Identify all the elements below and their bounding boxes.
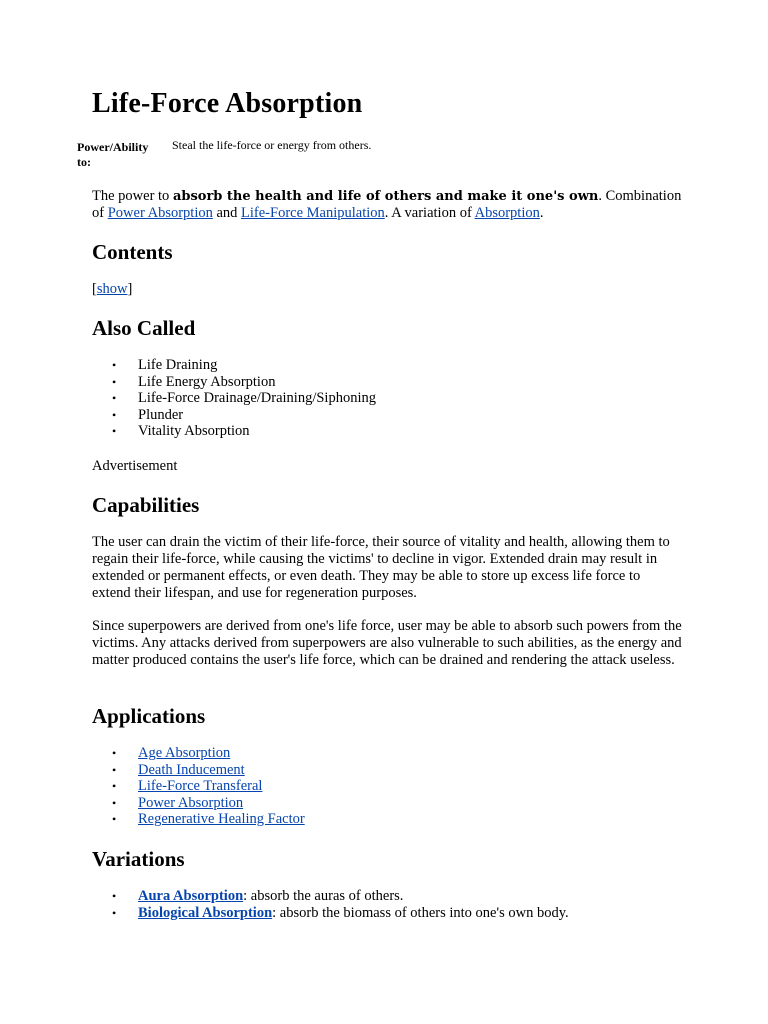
- advertisement-label: Advertisement: [92, 458, 178, 474]
- intro-and: and: [212, 205, 242, 221]
- variations-list: [92, 888, 692, 921]
- capabilities-paragraph-2: Since superpowers are derived from one's life force, user may be able to absorb such powers from the victims. Any attacks derived from superpowers are also vulnerable to such abilities, as the energy and matter produced contains the user's life force, which can be drained and rendering the attack useless.: [92, 618, 682, 668]
- list-item: [92, 795, 692, 812]
- show-contents-link[interactable]: show: [96, 281, 128, 297]
- contents-heading: Contents: [92, 240, 173, 264]
- intro-middle: . Combination of: [92, 188, 682, 221]
- absorption-link[interactable]: Absorption: [474, 205, 540, 221]
- infobox-value: Steal the life-force or energy from others.: [172, 138, 372, 152]
- capabilities-heading: Capabilities: [92, 493, 200, 517]
- power-absorption-app-link[interactable]: Power Absorption: [138, 794, 244, 811]
- life-force-manipulation-link[interactable]: Life-Force Manipulation: [241, 205, 385, 221]
- close-bracket: ]: [127, 281, 133, 297]
- intro-bold: absorb the health and life of others and make it one's own: [172, 189, 599, 204]
- list-item: [92, 905, 692, 922]
- death-inducement-link[interactable]: Death Inducement: [138, 761, 245, 778]
- page-title: Life-Force Absorption: [92, 88, 363, 119]
- aura-absorption-link[interactable]: Aura Absorption: [138, 888, 244, 904]
- list-item: [92, 888, 692, 905]
- regenerative-healing-factor-link[interactable]: Regenerative Healing Factor: [138, 811, 305, 828]
- list-item: • Life-Force Drainage/Draining/Siphoning: [92, 390, 692, 407]
- also-called-list: [92, 357, 692, 440]
- contents-toggle: [92, 281, 682, 298]
- intro-variation: . A variation of: [384, 205, 475, 221]
- intro-paragraph: [92, 188, 682, 222]
- list-item: [92, 778, 692, 795]
- biological-absorption-desc: : absorb the biomass of others into one's own body.: [272, 904, 569, 921]
- power-absorption-link[interactable]: Power Absorption: [107, 205, 213, 221]
- list-item: • Plunder: [92, 407, 692, 424]
- life-force-transferal-link[interactable]: Life-Force Transferal: [138, 778, 263, 795]
- list-item: • Life Draining: [92, 357, 692, 374]
- list-item: • Vitality Absorption: [92, 423, 692, 440]
- infobox-label: Power/Ability to:: [77, 140, 149, 169]
- applications-list: [92, 745, 692, 828]
- open-bracket: [: [92, 281, 97, 297]
- intro-prefix: The power to: [92, 188, 173, 204]
- list-item: [92, 762, 692, 779]
- aura-absorption-desc: : absorb the auras of others.: [243, 888, 404, 904]
- biological-absorption-link[interactable]: Biological Absorption: [138, 904, 273, 921]
- applications-heading: Applications: [92, 704, 206, 728]
- age-absorption-link[interactable]: Age Absorption: [138, 745, 231, 761]
- intro-end: .: [539, 205, 544, 221]
- also-called-heading: Also Called: [92, 316, 196, 340]
- list-item: • Life Energy Absorption: [92, 374, 692, 391]
- variations-heading: Variations: [92, 847, 185, 871]
- capabilities-paragraph-1: The user can drain the victim of their life-force, their source of vitality and health, allowing them to regain their life-force, while causing the victims' to decline in vigor. Extended drain may result in extended or permanent effects, or even death. They may be able to store up excess life force to extend their lifespan, and use for regeneration purposes.: [92, 534, 670, 601]
- list-item: [92, 811, 692, 828]
- list-item: [92, 745, 692, 762]
